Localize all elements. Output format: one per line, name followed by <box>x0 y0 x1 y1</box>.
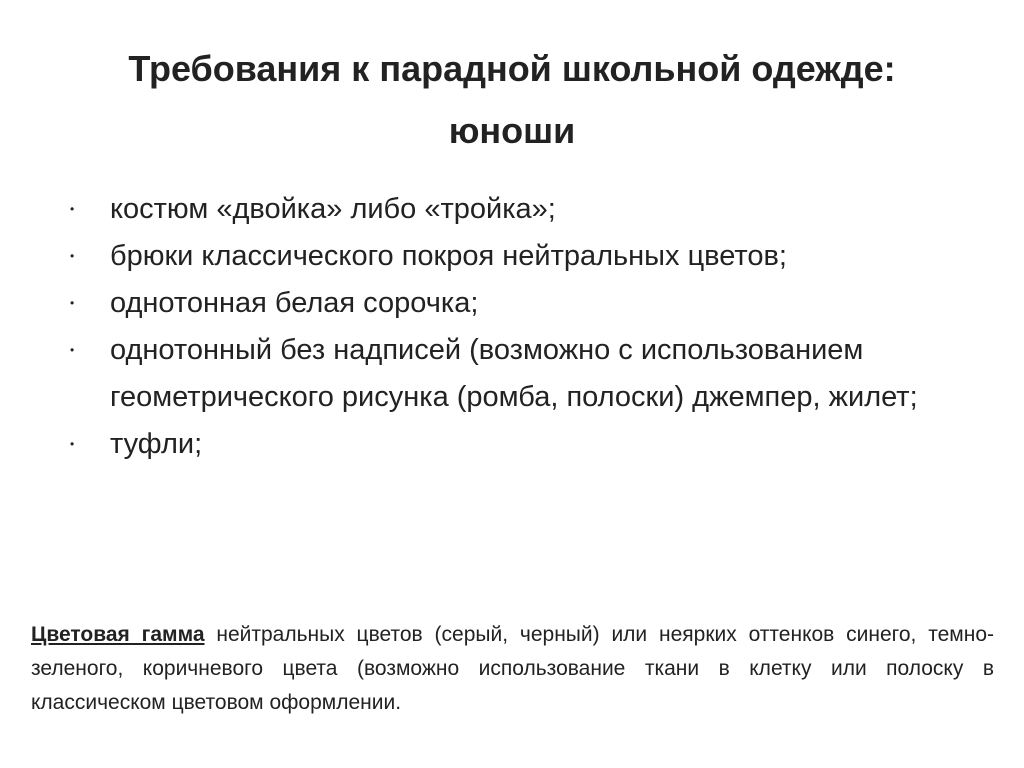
list-item-text: туфли; <box>110 428 203 460</box>
bullet-icon: • <box>70 249 75 263</box>
bullet-icon: • <box>70 343 75 357</box>
list-item-text: брюки классического покроя нейтральных цветов; <box>110 240 787 272</box>
list-item <box>70 280 950 327</box>
list-item <box>70 186 950 233</box>
list-item-text: однотонная белая сорочка; <box>110 287 479 319</box>
title-line-1: Требования к парадной школьной одежде: <box>128 48 896 89</box>
list-item <box>70 233 950 280</box>
list-item <box>70 327 950 421</box>
list-item-text: костюм «двойка» либо «тройка»; <box>110 193 556 225</box>
bullet-icon: • <box>70 437 75 451</box>
list-item <box>70 421 950 468</box>
requirements-list <box>70 186 950 468</box>
note-text: нейтральных цветов (серый, черный) или неярких оттенков синего, темно-зеленого, коричневого цвета (возможно использование ткани в клетку или полоску в классическом цветовом оформлении. <box>31 623 994 714</box>
bullet-icon: • <box>70 296 75 310</box>
title-line-2: юноши <box>448 110 576 151</box>
color-scheme-note <box>31 618 994 720</box>
list-item-text: однотонный без надписей (возможно с использованием геометрического рисунка (ромба, полоски) джемпер, жилет; <box>110 334 918 413</box>
note-term: Цветовая гамма <box>31 623 205 646</box>
bullet-icon: • <box>70 202 75 216</box>
slide-title <box>40 38 984 162</box>
